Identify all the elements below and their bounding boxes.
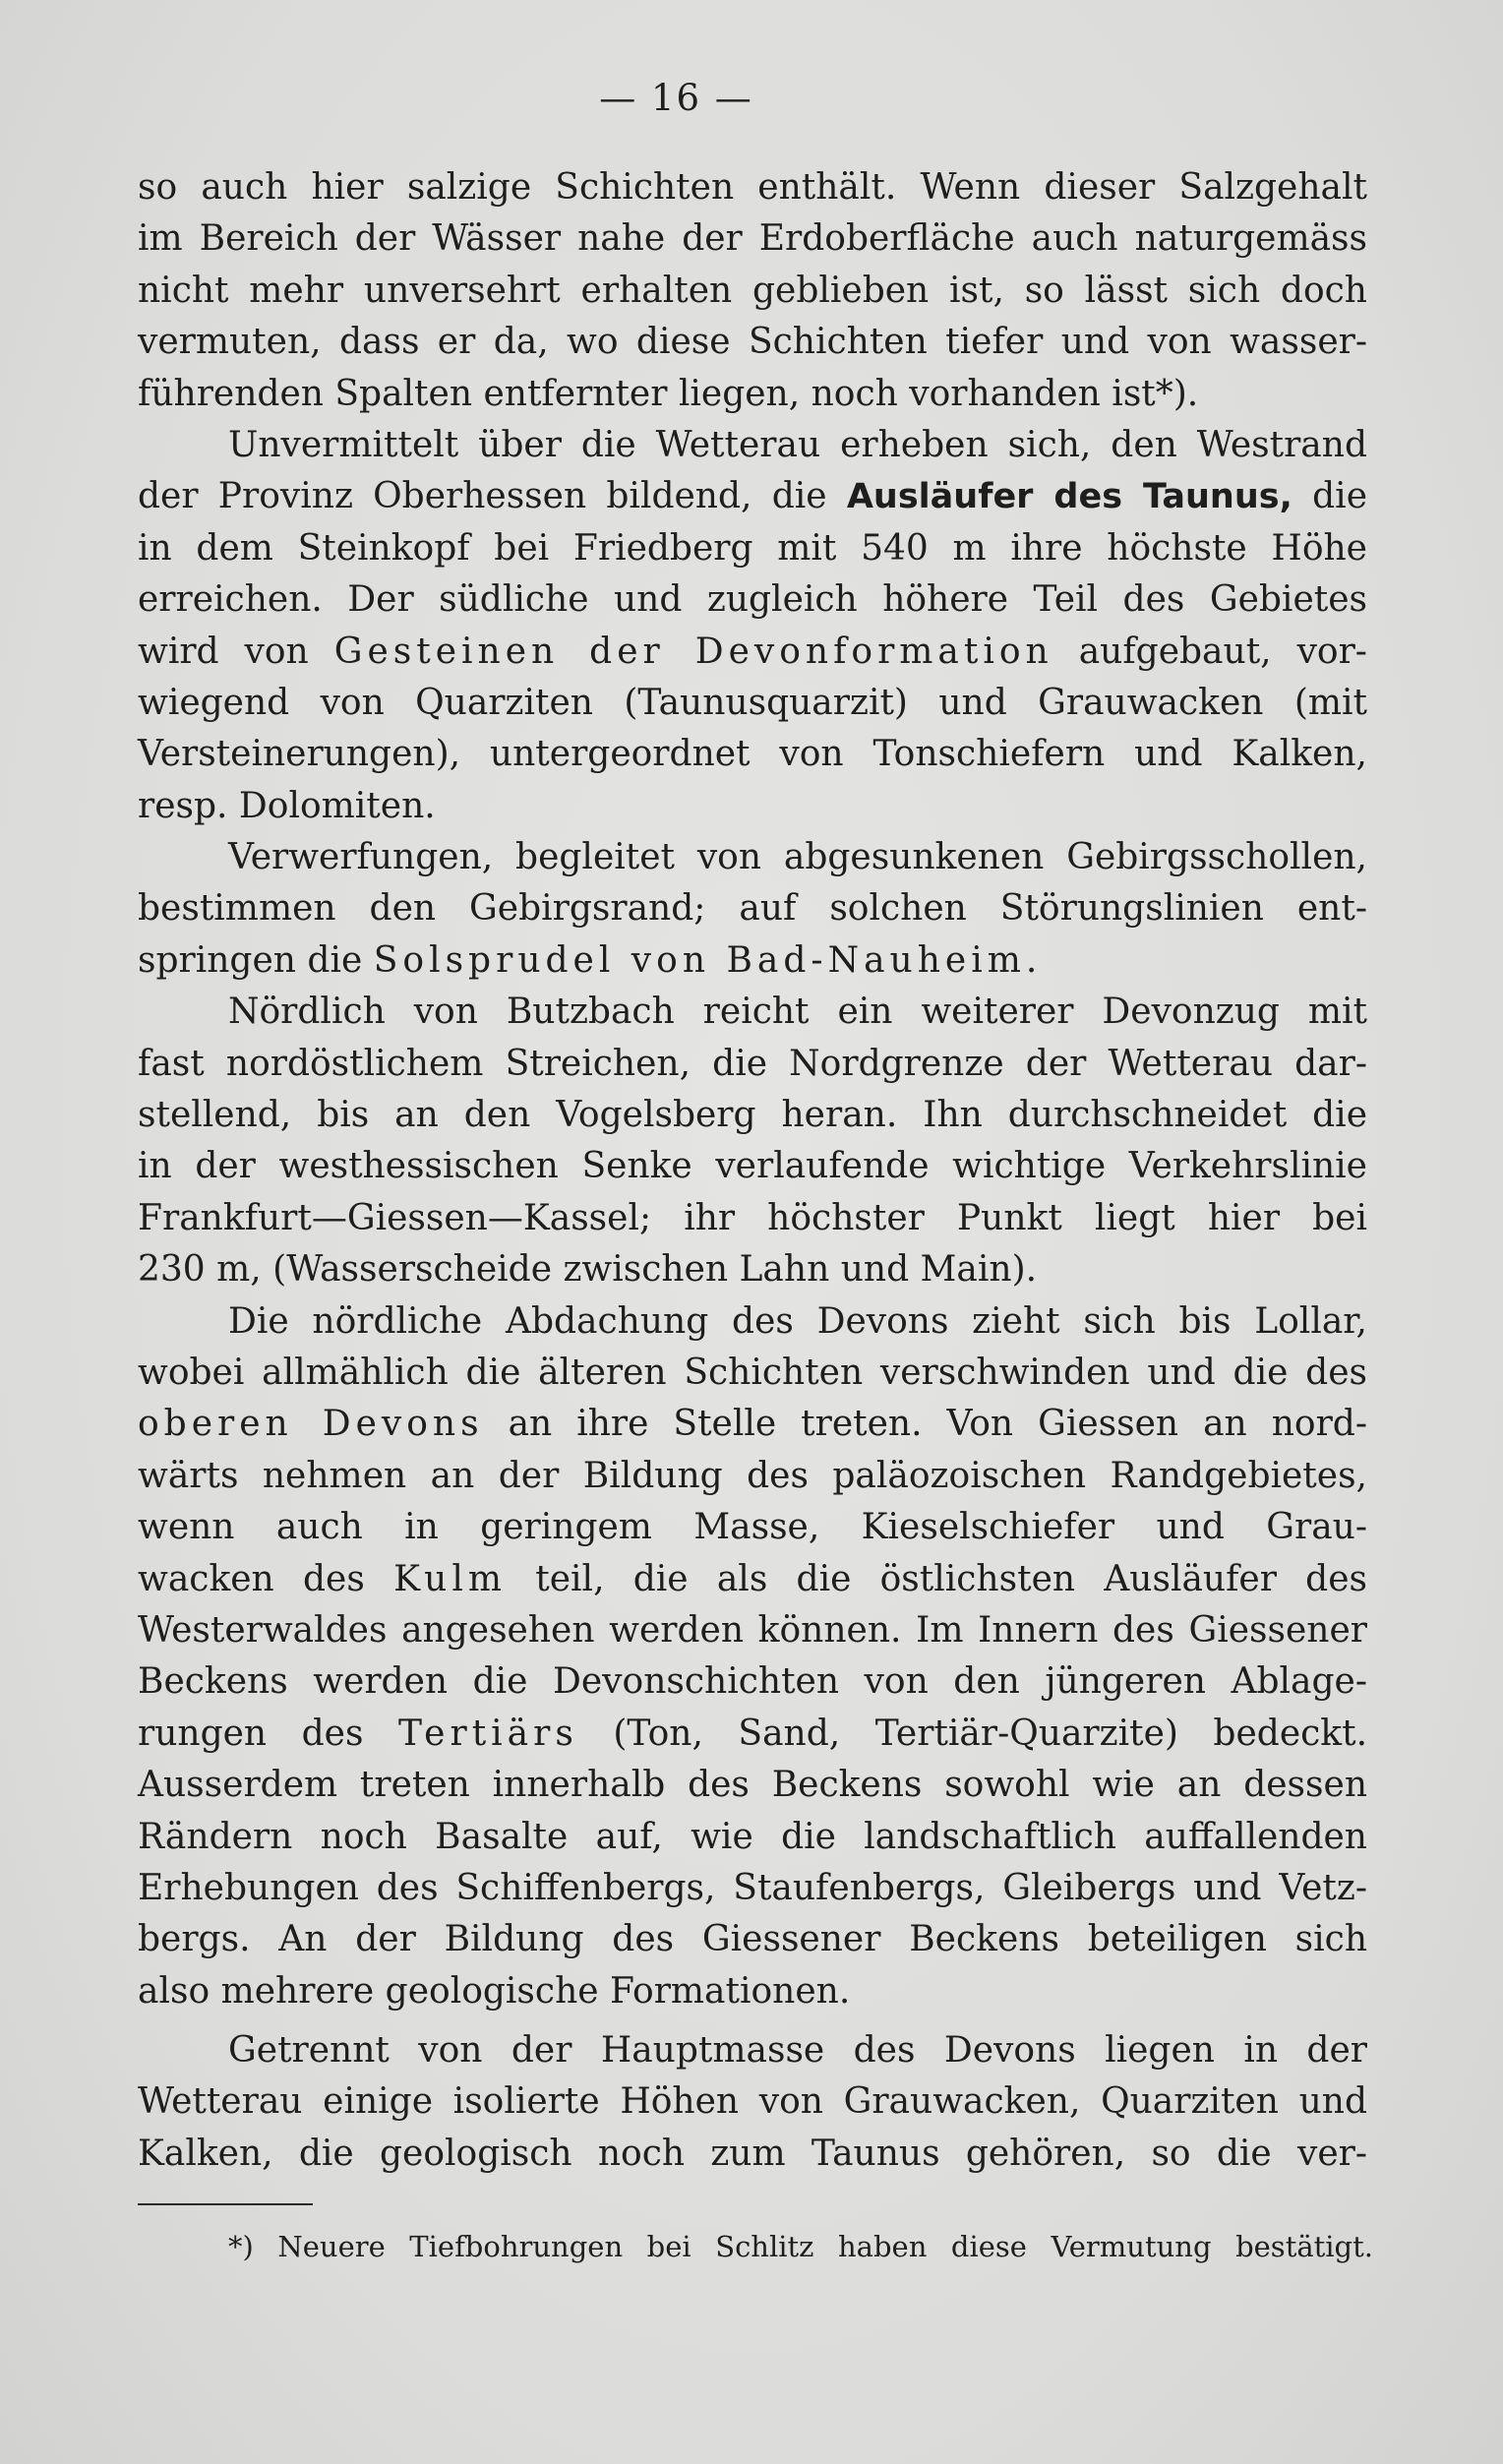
text-line: 230 m, (Wasserscheide zwischen Lahn und Main). <box>138 1249 1038 1291</box>
text-line: nicht mehr unversehrt erhalten geblieben ist, so lässt sich doch <box>138 270 1367 311</box>
text-line: Versteinerungen), untergeordnet von Tonschiefern und Kalken, <box>138 734 1367 775</box>
text-line: also mehrere geologische Formationen. <box>138 1970 851 2012</box>
text-line <box>138 1399 1367 1450</box>
text-line: erreichen. Der südliche und zugleich höhere Teil des Gebietes <box>138 579 1367 621</box>
text-line <box>138 935 1367 987</box>
text-line: Getrennt von der Hauptmasse des Devons liegen in der <box>228 2030 1367 2072</box>
text-line: in der westhessischen Senke verlaufende wichtige Verkehrslinie <box>138 1146 1367 1187</box>
emphasis-spaced: Solsprudel von Bad-Nauheim. <box>373 939 1043 981</box>
text-line: wobei allmählich die älteren Schichten verschwinden und die des <box>138 1352 1367 1393</box>
emphasis-spaced: Kulm <box>393 1558 508 1599</box>
text-segment: wird von <box>138 631 309 672</box>
emphasis-bold: Ausläufer des Taunus, <box>846 477 1293 517</box>
text-line <box>138 1554 1367 1605</box>
text-line <box>138 1709 1367 1760</box>
text-segment: wacken des <box>138 1558 365 1599</box>
footnote-divider <box>138 2203 313 2205</box>
text-line: Rändern noch Basalte auf, wie die landschaftlich auffallenden <box>138 1816 1367 1857</box>
page-number: — 16 — <box>599 77 753 119</box>
text-line: so auch hier salzige Schichten enthält. Wenn dieser Salzgehalt <box>138 167 1367 208</box>
text-line: Nördlich von Butzbach reicht ein weiterer Devonzug mit <box>228 992 1367 1033</box>
emphasis-spaced: Tertiärs <box>397 1713 578 1754</box>
text-line <box>138 471 1367 522</box>
text-line: Unvermittelt über die Wetterau erheben sich, den Westrand <box>228 424 1367 465</box>
text-segment: der Provinz Oberhessen bildend, die <box>138 476 827 517</box>
emphasis-spaced: oberen Devons <box>138 1404 484 1445</box>
text-line: Kalken, die geologisch noch zum Taunus gehören, so die ver- <box>138 2133 1367 2174</box>
body-text <box>138 162 1367 2180</box>
text-segment: die <box>1312 476 1368 517</box>
text-line: Ausserdem treten innerhalb des Beckens sowohl wie an dessen <box>138 1765 1367 1806</box>
text-line: bergs. An der Bildung des Giessener Beckens beteiligen sich <box>138 1919 1367 1960</box>
text-line: Frankfurt—Giessen—Kassel; ihr höchster Punkt liegt hier bei <box>138 1197 1367 1238</box>
text-segment: springen die <box>138 939 363 981</box>
paragraph-gap <box>138 2017 1367 2025</box>
text-segment: (Ton, Sand, Tertiär-Quarzite) bedeckt. <box>613 1713 1368 1754</box>
text-line: Westerwaldes angesehen werden können. Im Innern des Giessener <box>138 1609 1367 1651</box>
text-line: resp. Dolomiten. <box>138 785 436 826</box>
text-line: wärts nehmen an der Bildung des paläozoischen Randgebietes, <box>138 1455 1367 1496</box>
text-line: wiegend von Quarziten (Taunusquarzit) und Grauwacken (mit <box>138 682 1367 723</box>
emphasis-spaced: Gesteinen der Devonformation <box>333 631 1053 672</box>
text-line: Beckens werden die Devonschichten von den jüngeren Ablage- <box>138 1661 1367 1703</box>
text-line: Erhebungen des Schiffenbergs, Staufenbergs, Gleibergs und Vetz- <box>138 1867 1367 1908</box>
text-line: führenden Spalten entfernter liegen, noch vorhanden ist*). <box>138 373 1199 414</box>
text-segment: aufgebaut, vor- <box>1078 631 1367 672</box>
text-segment: an ihre Stelle treten. Von Giessen an nord- <box>508 1404 1367 1445</box>
text-line: im Bereich der Wässer nahe der Erdoberfläche auch naturgemäss <box>138 218 1367 260</box>
text-line: fast nordöstlichem Streichen, die Nordgrenze der Wetterau dar- <box>138 1043 1367 1084</box>
text-line: vermuten, dass er da, wo diese Schichten tiefer und von wasser- <box>138 322 1367 363</box>
text-segment: teil, die als die östlichsten Ausläufer des <box>535 1558 1368 1599</box>
text-line: wenn auch in geringem Masse, Kieselschiefer und Grau- <box>138 1507 1367 1548</box>
text-line: in dem Steinkopf bei Friedberg mit 540 m ihre höchste Höhe <box>138 527 1367 569</box>
footnote: *) Neuere Tiefbohrungen bei Schlitz haben diese Vermutung bestätigt. <box>228 2230 1373 2263</box>
text-line: bestimmen den Gebirgsrand; auf solchen Störungslinien ent- <box>138 888 1367 930</box>
text-line: Die nördliche Abdachung des Devons zieht sich bis Lollar, <box>228 1300 1367 1342</box>
text-line: Wetterau einige isolierte Höhen von Grauwacken, Quarziten und <box>138 2081 1367 2123</box>
text-line: stellend, bis an den Vogelsberg heran. Ihn durchschneidet die <box>138 1095 1367 1136</box>
text-line: Verwerfungen, begleitet von abgesunkenen Gebirgsschollen, <box>228 837 1367 878</box>
text-segment: rungen des <box>138 1713 364 1754</box>
text-line <box>138 627 1367 678</box>
